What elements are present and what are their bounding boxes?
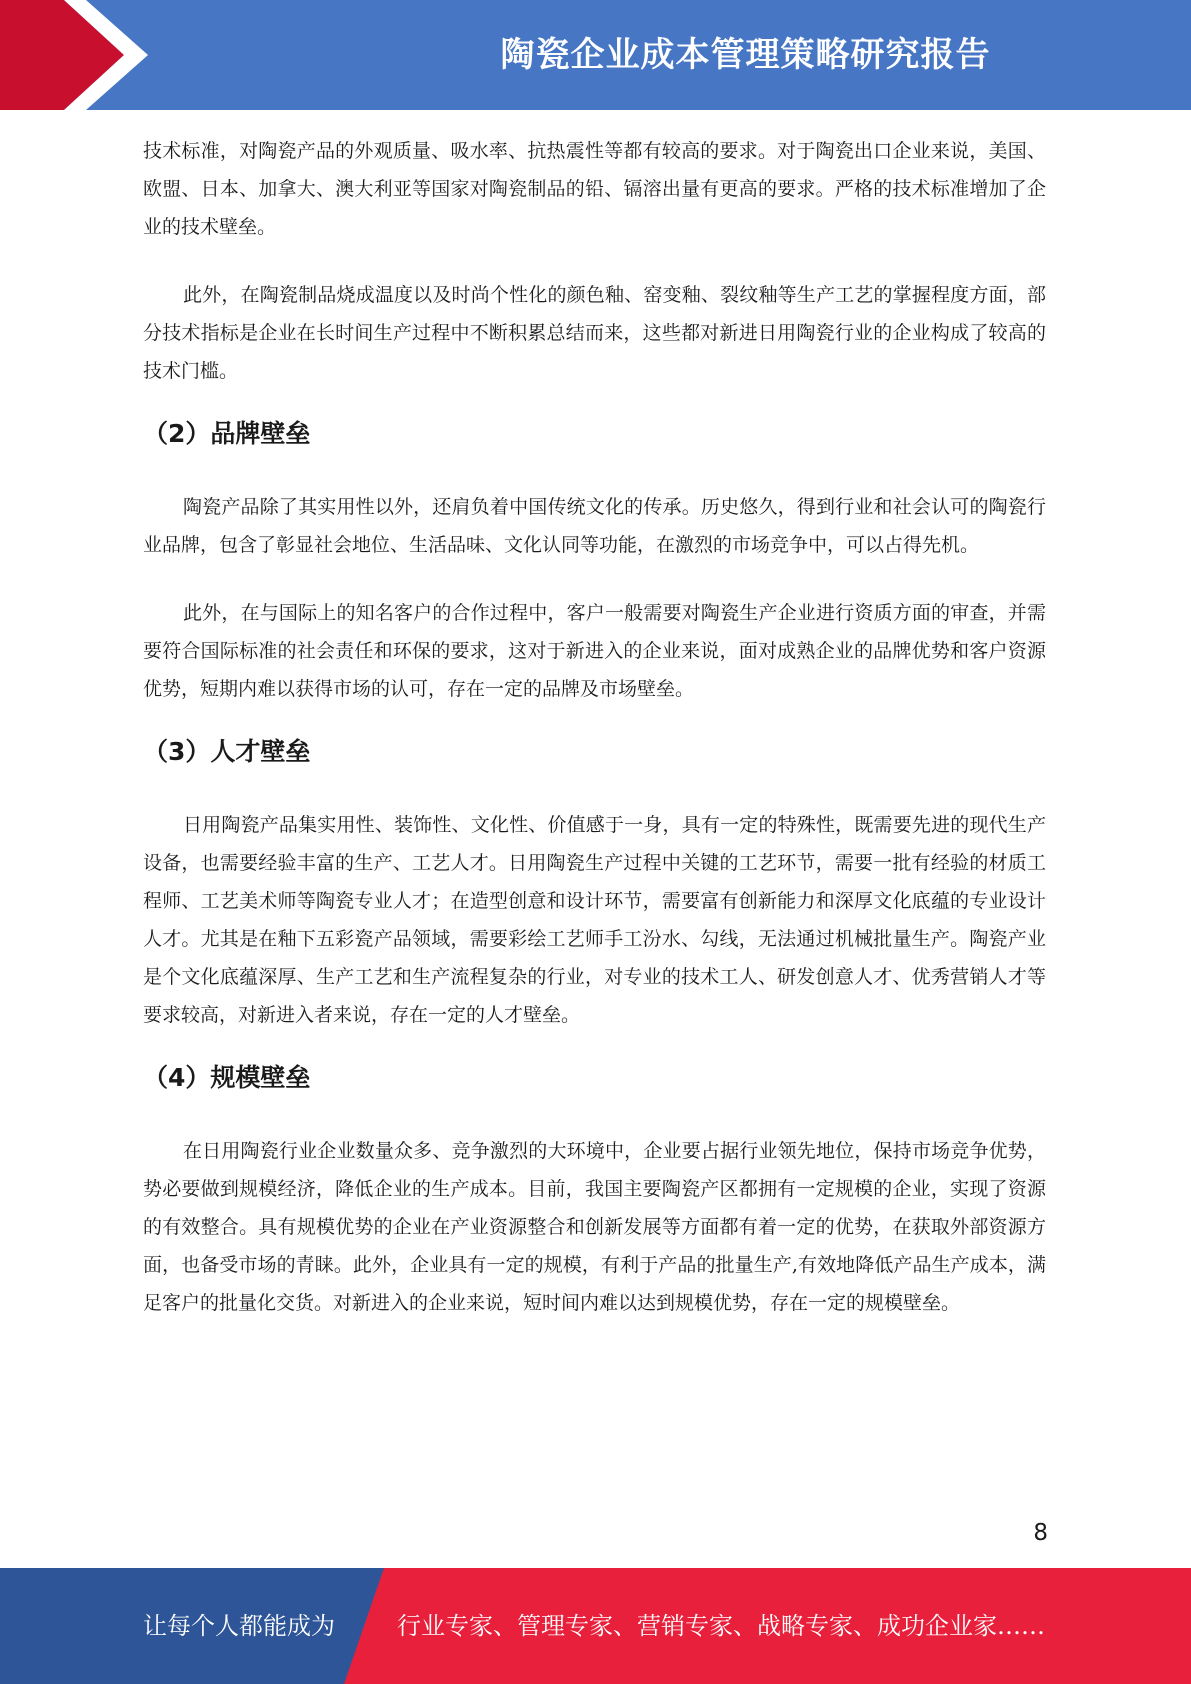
- paragraph: 陶瓷产品除了其实用性以外，还肩负着中国传统文化的传承。历史悠久，得到行业和社会认可的陶瓷行业品牌，包含了彰显社会地位、生活品味、文化认同等功能，在激烈的市场竞争中，可以占得先机。: [143, 496, 1046, 556]
- page-header: [0, 0, 1191, 110]
- document-body: [143, 132, 1046, 1322]
- section-heading-talent: （3）人才壁垒: [143, 737, 311, 766]
- page-title: 陶瓷企业成本管理策略研究报告: [500, 35, 991, 75]
- paragraph: 此外，在陶瓷制品烧成温度以及时尚个性化的颜色釉、窑变釉、裂纹釉等生产工艺的掌握程度方面，部分技术指标是企业在长时间生产过程中不断积累总结而来，这些都对新进日用陶瓷行业的企业构成了较高的技术门槛。: [143, 284, 1046, 382]
- section-heading-brand: （2）品牌壁垒: [143, 419, 311, 448]
- header-arrow-graphic: [0, 0, 300, 110]
- page-number: 8: [1033, 1520, 1048, 1546]
- page-footer: [0, 1568, 1191, 1684]
- red-arrow-shape: [0, 0, 124, 110]
- footer-slogan-right: 行业专家、管理专家、营销专家、战略专家、成功企业家……: [397, 1612, 1045, 1640]
- paragraph: 技术标准，对陶瓷产品的外观质量、吸水率、抗热震性等都有较高的要求。对于陶瓷出口企业来说，美国、欧盟、日本、加拿大、澳大利亚等国家对陶瓷制品的铅、镉溶出量有更高的要求。严格的技术标准增加了企业的技术壁垒。: [143, 140, 1046, 238]
- paragraph: 日用陶瓷产品集实用性、装饰性、文化性、价值感于一身，具有一定的特殊性，既需要先进的现代生产设备，也需要经验丰富的生产、工艺人才。日用陶瓷生产过程中关键的工艺环节，需要一批有经验的材质工程师、工艺美术师等陶瓷专业人才；在造型创意和设计环节，需要富有创新能力和深厚文化底蕴的专业设计人才。尤其是在釉下五彩瓷产品领域，需要彩绘工艺师手工汾水、勾线，无法通过机械批量生产。陶瓷产业是个文化底蕴深厚、生产工艺和生产流程复杂的行业，对专业的技术工人、研发创意人才、优秀营销人才等要求较高，对新进入者来说，存在一定的人才壁垒。: [143, 814, 1046, 1026]
- footer-slogan-left: 让每个人都能成为: [143, 1612, 335, 1640]
- paragraph: 此外，在与国际上的知名客户的合作过程中，客户一般需要对陶瓷生产企业进行资质方面的审查，并需要符合国际标准的社会责任和环保的要求，这对于新进入的企业来说，面对成熟企业的品牌优势和客户资源优势，短期内难以获得市场的认可，存在一定的品牌及市场壁垒。: [143, 602, 1046, 700]
- paragraph: 在日用陶瓷行业企业数量众多、竞争激烈的大环境中，企业要占据行业领先地位，保持市场竞争优势，势必要做到规模经济，降低企业的生产成本。目前，我国主要陶瓷产区都拥有一定规模的企业，实现了资源的有效整合。具有规模优势的企业在产业资源整合和创新发展等方面都有着一定的优势，在获取外部资源方面，也备受市场的青睐。此外，企业具有一定的规模，有利于产品的批量生产,有效地降低产品生产成本，满足客户的批量化交货。对新进入的企业来说，短时间内难以达到规模优势，存在一定的规模壁垒。: [143, 1140, 1046, 1314]
- section-heading-scale: （4）规模壁垒: [143, 1063, 311, 1092]
